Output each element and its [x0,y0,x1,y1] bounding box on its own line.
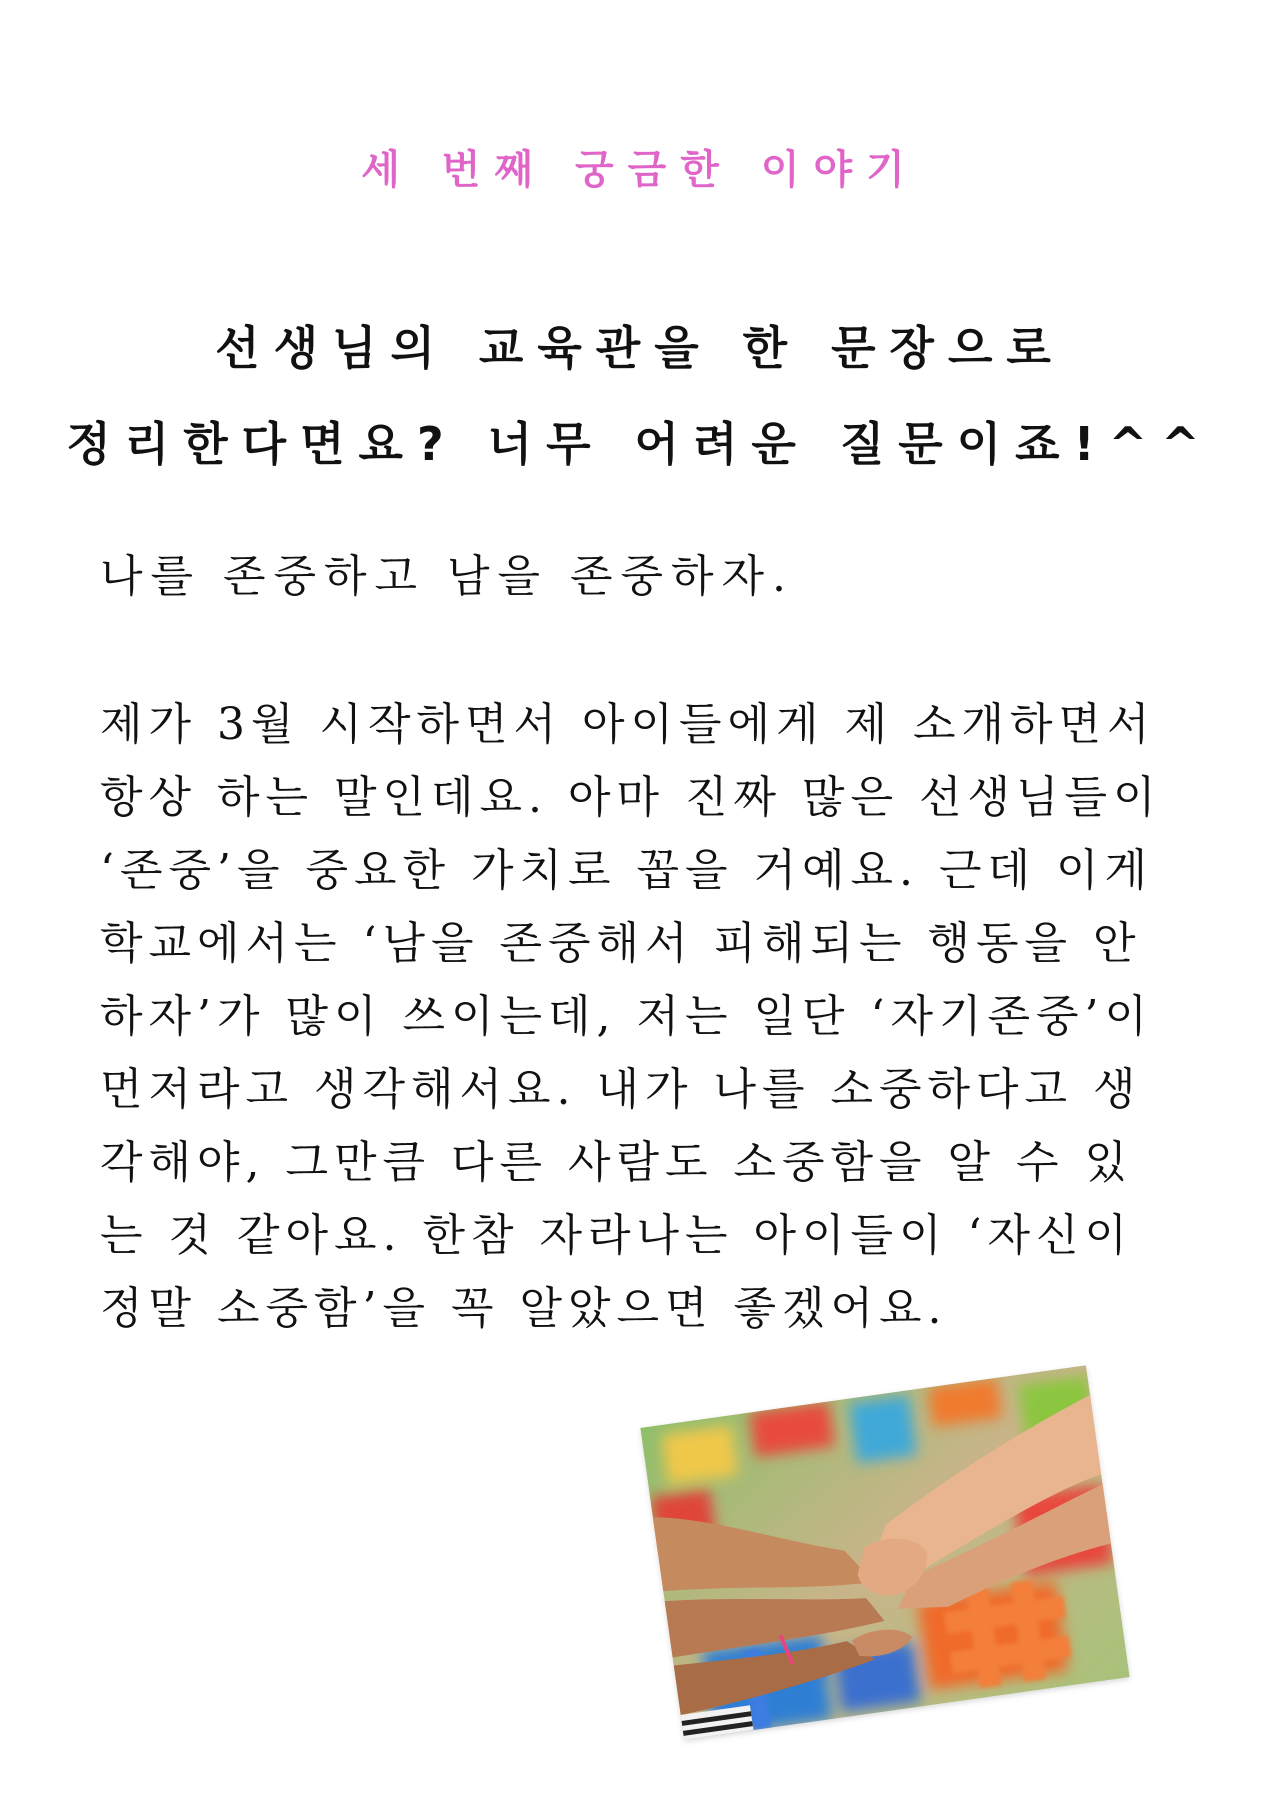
body-line: 는 것 같아요. 한참 자라나는 아이들이 ‘자신이 [100,1210,1133,1261]
question-line-2: 정리한다면요? 너무 어려운 질문이죠!^^ [66,417,1214,471]
question-line-1: 선생님의 교육관을 한 문장으로 [215,321,1065,375]
interview-question [0,300,1280,492]
body-line: 각해야, 그만큼 다른 사람도 소중함을 알 수 있 [100,1137,1133,1188]
body-line: 하자’가 많이 쓰이는데, 저는 일단 ‘자기존중’이 [100,991,1153,1042]
body-line: 정말 소중함’을 꼭 알았으면 좋겠어요. [100,1283,948,1334]
answer-body [100,688,1200,1345]
body-line: 항상 하는 말인데요. 아마 진짜 많은 선생님들이 [100,772,1162,823]
section-title: 세 번째 궁금한 이야기 [361,147,919,193]
stacked-hands-photo [640,1365,1129,1740]
answer-headline: 나를 존중하고 남을 존중하자. [100,551,794,602]
body-line: ‘존중’을 중요한 가치로 꼽을 거예요. 근데 이게 [100,845,1153,896]
body-line: 제가 3월 시작하면서 아이들에게 제 소개하면서 [100,699,1156,750]
body-line: 학교에서는 ‘남을 존중해서 피해되는 행동을 안 [100,918,1142,969]
body-line: 먼저라고 생각해서요. 내가 나를 소중하다고 생 [100,1064,1142,1115]
